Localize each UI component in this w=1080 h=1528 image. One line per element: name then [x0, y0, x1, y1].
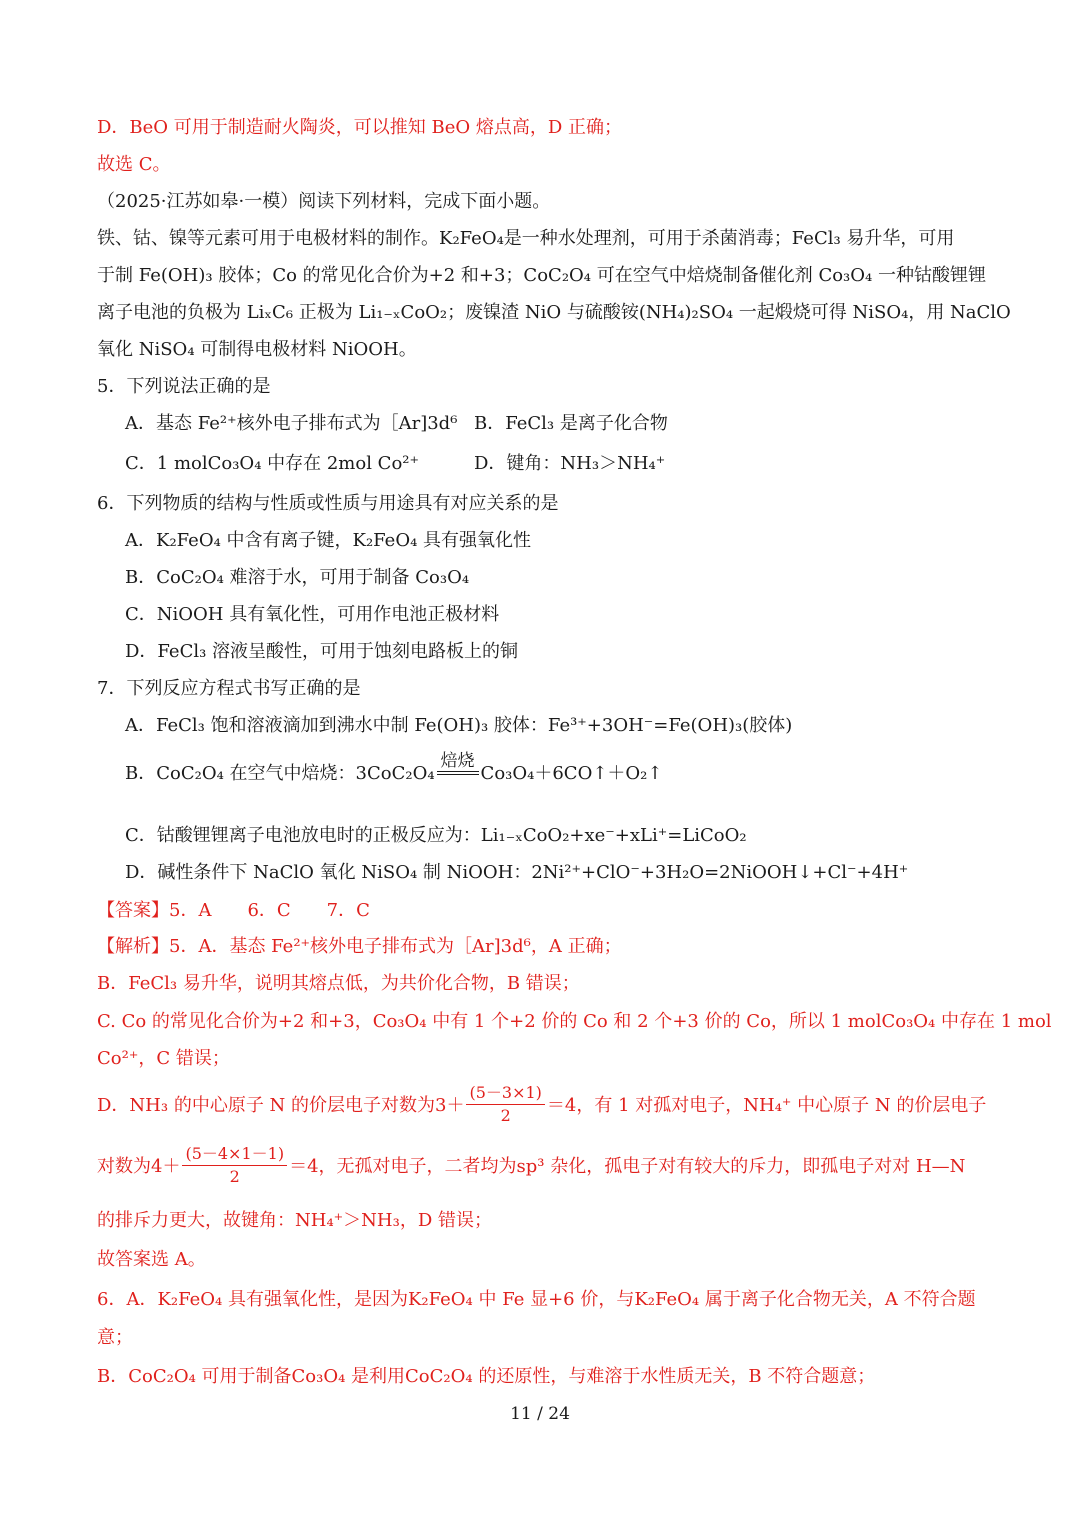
formula-text: ＝4，无孤对电子，二者均为sp³ 杂化，孤电子对有较大的斥力，即孤电子对对 H—N	[289, 1156, 966, 1177]
fraction	[182, 1143, 287, 1188]
formula-text: ＝4，有 1 对孤对电子，NH₄⁺ 中心原子 N 的价层电子	[546, 1095, 987, 1116]
explanation-line: 的排斥力更大，故键角：NH₄⁺＞NH₃，D 错误；	[97, 1210, 492, 1231]
option-7b	[125, 748, 662, 796]
option-6b: B．CoC₂O₄ 难溶于水，可用于制备 Co₃O₄	[125, 567, 470, 588]
option-5d: D．键角：NH₃＞NH₄⁺	[474, 453, 666, 474]
explanation-formula-line	[97, 1080, 986, 1128]
formula-text: D．NH₃ 的中心原子 N 的价层电子对数为3＋	[97, 1095, 465, 1116]
text-line: D．BeO 可用于制造耐火陶炎，可以推知 BeO 熔点高，D 正确；	[97, 117, 623, 138]
explanation-line: 6．A．K₂FeO₄ 具有强氧化性，是因为K₂FeO₄ 中 Fe 显+6 价，与K₂FeO₄ 属于离子化合物无关，A 不符合题	[97, 1289, 976, 1310]
fraction	[466, 1082, 544, 1127]
explanation-line: Co²⁺，C 错误；	[97, 1048, 230, 1069]
passage-line: 铁、钴、镍等元素可用于电极材料的制作。K₂FeO₄是一种水处理剂，可用于杀菌消毒；FeCl₃ 易升华，可用	[97, 228, 955, 249]
explanation-line: B．CoC₂O₄ 可用于制备Co₃O₄ 是利用CoC₂O₄ 的还原性，与难溶于水性质无关，B 不符合题意；	[97, 1366, 876, 1387]
explanation-line: 故答案选 A。	[97, 1249, 206, 1270]
option-7c: C．钴酸锂锂离子电池放电时的正极反应为：Li₁₋ₓCoO₂+xe⁻+xLi⁺=LiCoO₂	[125, 825, 747, 846]
answer-line: 【答案】5．A 6．C 7．C	[97, 900, 370, 921]
page-number: 11 / 24	[510, 1404, 570, 1424]
option-5c: C．1 molCo₃O₄ 中存在 2mol Co²⁺	[125, 453, 420, 474]
fraction-denominator: 2	[500, 1105, 511, 1125]
explanation-line: 【解析】5．A．基态 Fe²⁺核外电子排布式为［Ar]3d⁶，A 正确；	[97, 936, 622, 957]
formula-text: 对数为4＋	[97, 1156, 181, 1177]
passage-heading: （2025·江苏如皋·一模）阅读下列材料，完成下面小题。	[97, 191, 551, 212]
passage-line: 离子电池的负极为 LiₓC₆ 正极为 Li₁₋ₓCoO₂；废镍渣 NiO 与硫酸铵(NH₄)₂SO₄ 一起煅烧可得 NiSO₄，用 NaClO	[97, 302, 1011, 323]
reaction-arrow	[437, 751, 479, 793]
option-6c: C．NiOOH 具有氧化性，可用作电池正极材料	[125, 604, 500, 625]
fraction-denominator: 2	[229, 1166, 240, 1186]
fraction-numerator: (5－3×1)	[466, 1082, 544, 1105]
explanation-line: C. Co 的常见化合价为+2 和+3，Co₃O₄ 中有 1 个+2 价的 Co 和 2 个+3 价的 Co，所以 1 molCo₃O₄ 中存在 1 mol	[97, 1011, 1052, 1032]
question-5: 5．下列说法正确的是	[97, 376, 271, 397]
option-6a: A．K₂FeO₄ 中含有离子键，K₂FeO₄ 具有强氧化性	[125, 530, 532, 551]
question-6: 6．下列物质的结构与性质或性质与用途具有对应关系的是	[97, 493, 559, 514]
explanation-line: B．FeCl₃ 易升华，说明其熔点低，为共价化合物，B 错误；	[97, 973, 580, 994]
explanation-line: 意；	[97, 1327, 133, 1348]
text-line: 故选 C。	[97, 154, 171, 175]
passage-line: 于制 Fe(OH)₃ 胶体；Co 的常见化合价为+2 和+3；CoC₂O₄ 可在空气中焙烧制备催化剂 Co₃O₄ 一种钴酸锂锂	[97, 265, 986, 286]
reaction-condition: 焙烧	[440, 751, 475, 771]
fraction-numerator: (5－4×1－1)	[182, 1143, 287, 1166]
question-7: 7．下列反应方程式书写正确的是	[97, 678, 361, 699]
option-5b: B．FeCl₃ 是离子化合物	[474, 413, 668, 434]
explanation-formula-line	[97, 1141, 965, 1189]
equation-reactants: B．CoC₂O₄ 在空气中焙烧：3CoC₂O₄	[125, 763, 435, 784]
option-7d: D．碱性条件下 NaClO 氧化 NiSO₄ 制 NiOOH：2Ni²⁺+ClO⁻+3H₂O=2NiOOH↓+Cl⁻+4H⁺	[125, 862, 909, 883]
equation-products: Co₃O₄＋6CO↑＋O₂↑	[480, 763, 663, 784]
passage-line: 氧化 NiSO₄ 可制得电极材料 NiOOH。	[97, 339, 417, 360]
option-6d: D．FeCl₃ 溶液呈酸性，可用于蚀刻电路板上的铜	[125, 641, 519, 662]
option-5a: A．基态 Fe²⁺核外电子排布式为［Ar]3d⁶	[125, 413, 458, 434]
option-7a: A．FeCl₃ 饱和溶液滴加到沸水中制 Fe(OH)₃ 胶体：Fe³⁺+3OH⁻=Fe(OH)₃(胶体)	[125, 715, 793, 736]
